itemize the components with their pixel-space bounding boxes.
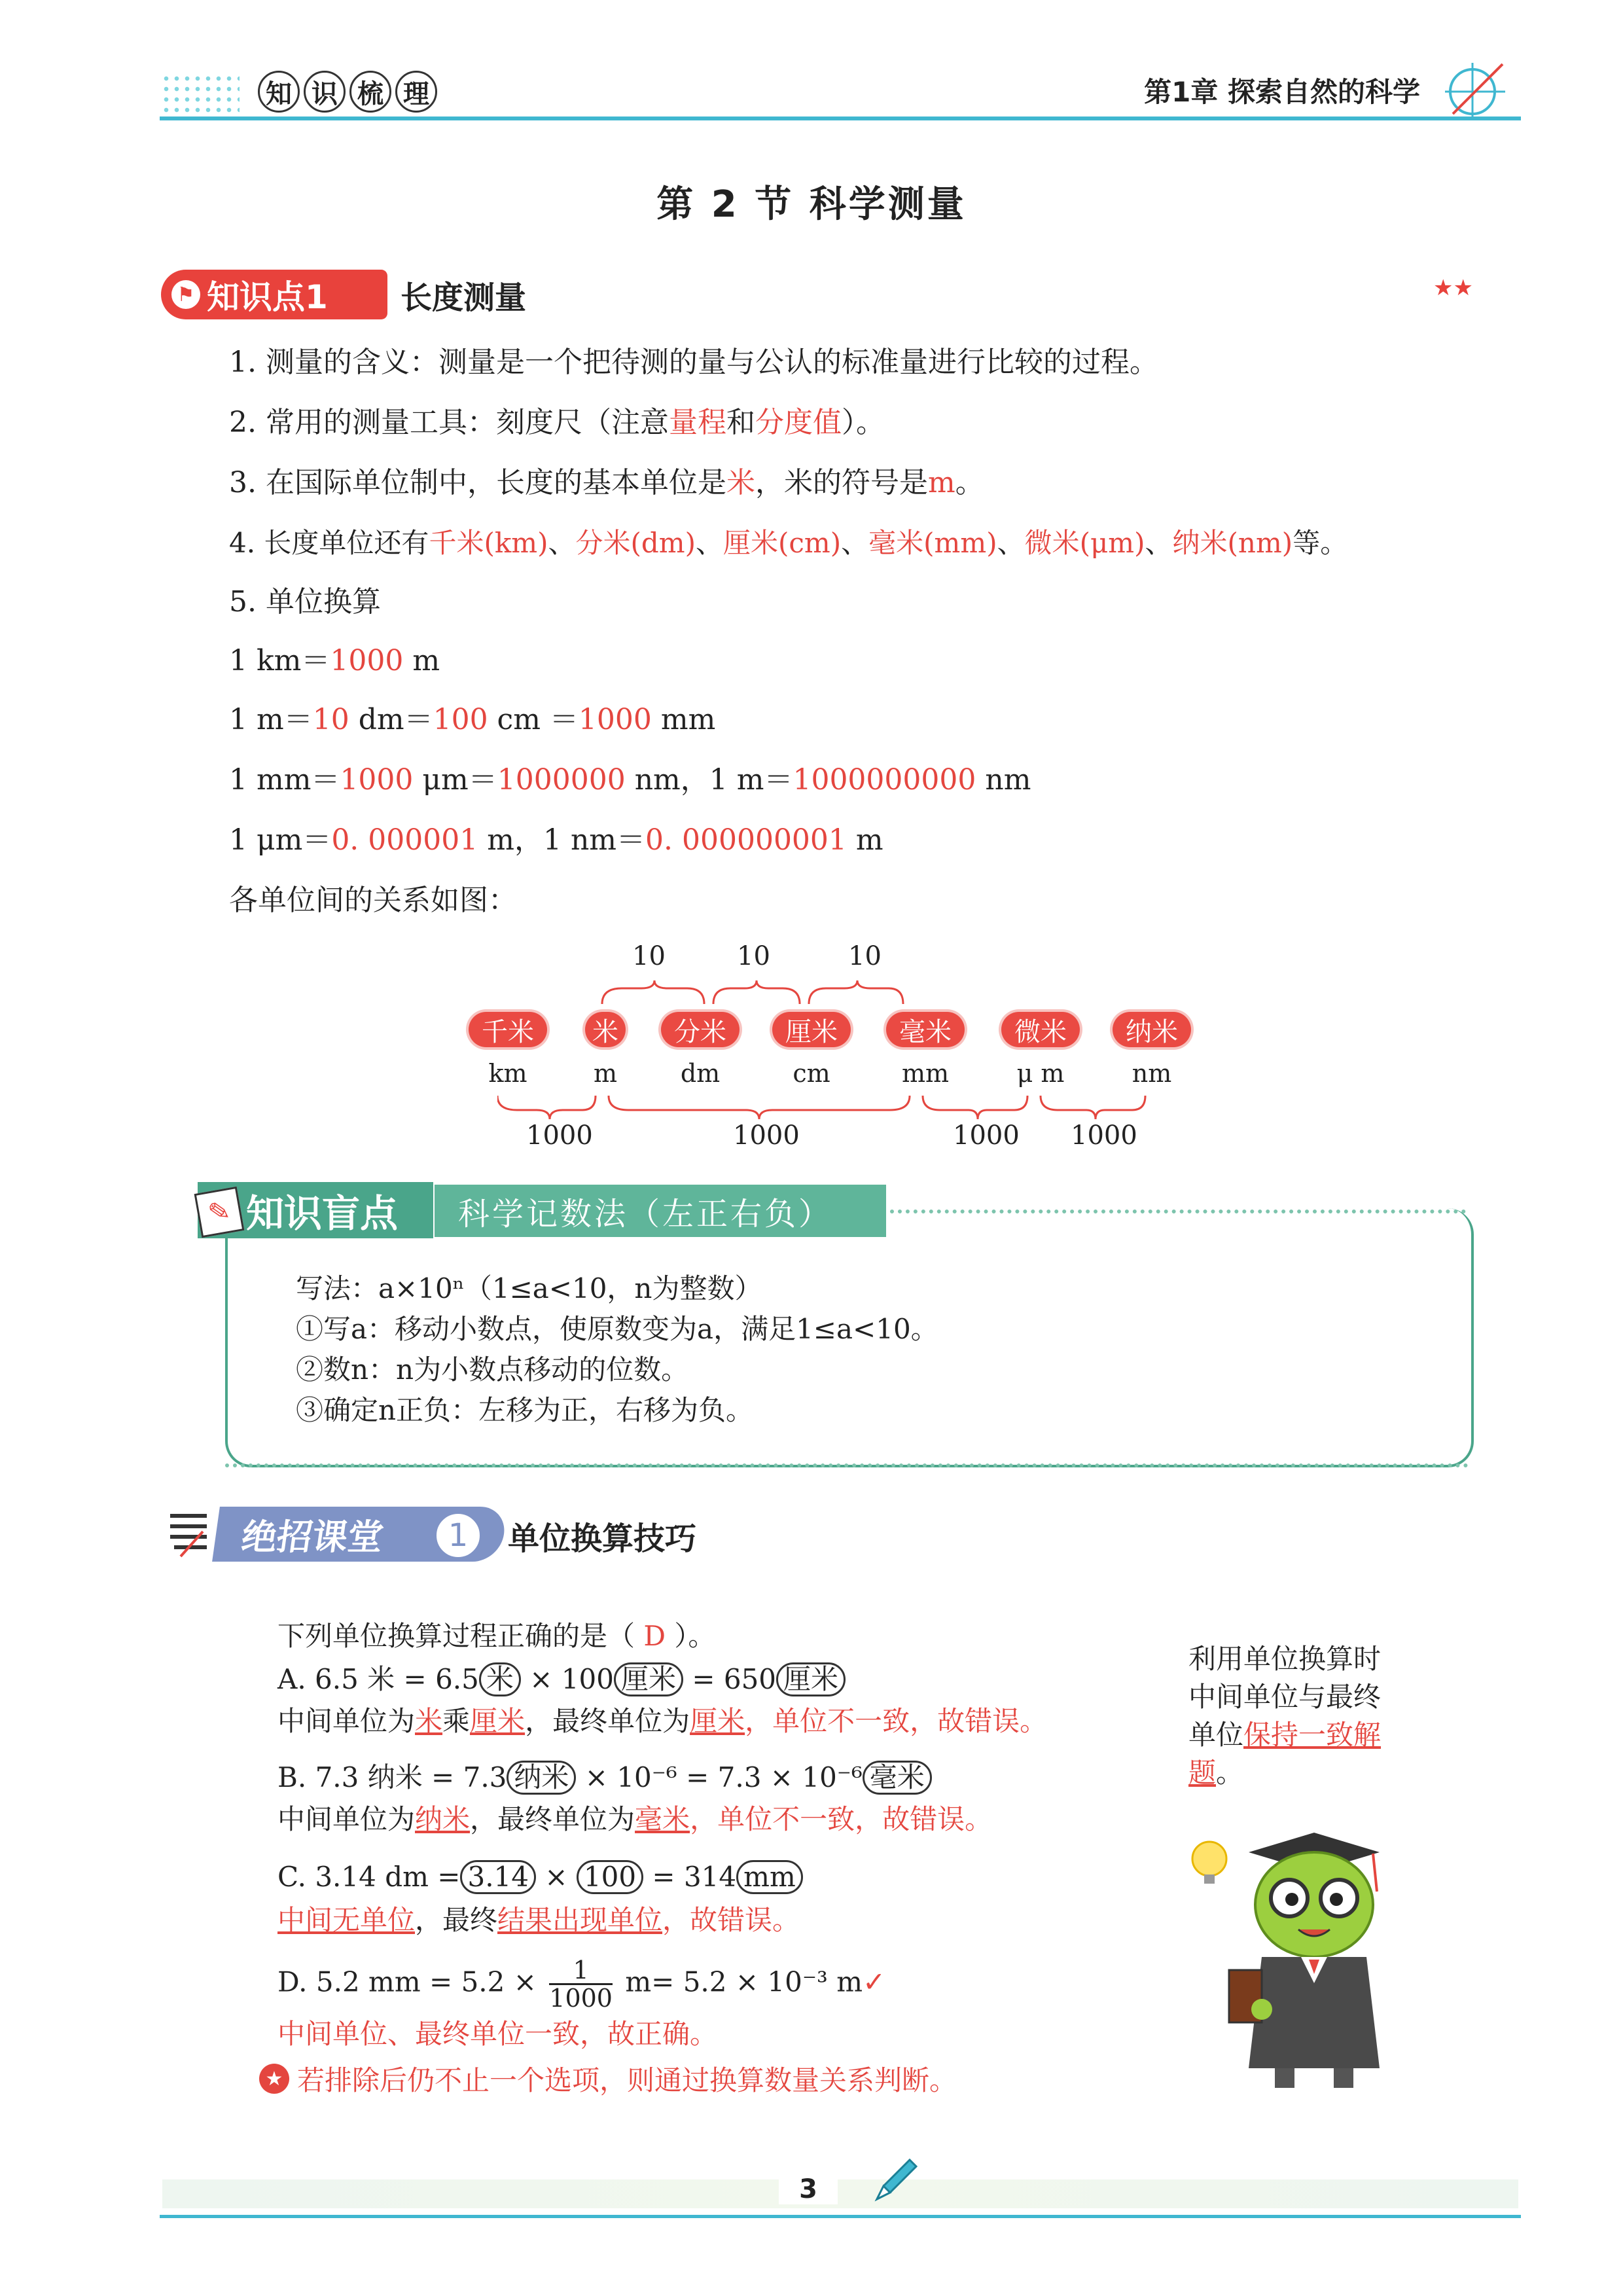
option-c: C. 3.14 dm = 3.14 × 100 = 314 mm [277,1857,803,1897]
ratio-label: 1000 [526,1121,593,1151]
unit-chip: 微米 [1001,1012,1080,1047]
header-char: 识 [304,71,346,113]
footer-band [162,2179,1518,2208]
dotted-divider [890,1210,1466,1213]
unit-symbol: dm [680,1059,721,1088]
option-a: A. 6.5 米 = 6.5 米 × 100 厘米 = 650 厘米 [277,1660,846,1699]
text-line: ①写a：移动小数点，使原数变为a，满足1≤a<10。 [296,1313,938,1345]
dotted-divider [225,1463,1469,1467]
text-line: 写法：a×10ⁿ（1≤a<10，n为整数） [296,1272,762,1304]
unit-chip: 纳米 [1113,1012,1191,1047]
footer-rule [160,2215,1521,2218]
trick-title: 单位换算技巧 [508,1520,697,1557]
header-char: 理 [395,71,437,113]
pen-icon [870,2153,923,2206]
unit-symbol: cm [793,1059,830,1088]
answer: D [635,1620,675,1652]
unit-symbol: μ m [1016,1059,1065,1088]
header-rule [160,117,1521,120]
star-icon: ★ [259,2064,289,2094]
knowledge-point-title: 长度测量 [401,279,527,316]
text-line: 5. 单位换算 [229,585,381,619]
section-title: 第 2 节 科学测量 [656,183,967,226]
flag-icon: ⚑ [171,280,200,309]
compass-icon [1440,56,1512,122]
unit-chip: 厘米 [772,1012,851,1047]
ratio-label: 1000 [1071,1121,1137,1151]
unit-symbol: m [593,1059,618,1088]
header-char: 梳 [349,71,391,113]
text-line: 3. 在国际单位制中，长度的基本单位是米，米的符号是m。 [229,466,984,499]
text-line: 1. 测量的含义：测量是一个把待测的量与公认的标准量进行比较的过程。 [229,346,1158,379]
text-line: ③确定n正负：左移为正，右移为负。 [296,1394,754,1426]
option-b: B. 7.3 纳米 = 7.3 纳米 × 10⁻⁶ = 7.3 × 10⁻⁶ 毫米 [277,1758,932,1797]
badge-label: 知识点1 [207,278,328,316]
unit-chip: 分米 [661,1012,740,1047]
chapter-title: 第1章 探索自然的科学 [1144,76,1420,108]
text-line: ②数n：n为小数点移动的位数。 [296,1354,689,1386]
unit-symbol: km [488,1059,527,1088]
text-line: 4. 长度单位还有千米(km)、分米(dm)、厘米(cm)、毫米(mm)、微米(μm)、纳米(nm)等。 [229,527,1348,559]
option-d: D. 5.2 mm = 5.2 × $\frac{1}{1000}$ m= 5.2 × 10⁻³ m✓ [277,1956,886,2013]
bottom-braces [497,1093,1191,1122]
page-number: 3 [779,2174,838,2204]
ratio-label: 1000 [733,1121,800,1151]
unit-symbol: nm [1132,1059,1172,1088]
ratio-label: 10 [737,941,770,971]
unit-chip: 千米 [469,1012,547,1047]
check-icon: ✓ [863,1965,886,1998]
header-char: 知 [258,71,300,113]
unit-chip: 米 [585,1012,626,1047]
trick-badge: 绝招课堂 [212,1507,508,1562]
knowledge-point-badge [161,270,387,319]
notes-icon [168,1505,213,1558]
unit-symbol: mm [901,1059,950,1088]
blind-spot-title: 科学记数法（左正右负） [435,1185,886,1237]
option-b-explanation: 中间单位为纳米，最终单位为毫米，单位不一致，故错误。 [277,1803,993,1835]
header-dots [161,73,240,114]
unit-chip: 毫米 [886,1012,965,1047]
option-c-explanation: 中间无单位，最终结果出现单位，故错误。 [277,1904,800,1936]
conversion-line: 1 μm＝0. 000001 m，1 nm＝0. 000000001 m [229,823,883,857]
notepad-icon: ✎ [194,1187,245,1238]
trick-number: 1 [435,1512,482,1559]
tip-line: ★ 若排除后仍不止一个选项，则通过换算数量关系判断。 [259,2059,957,2098]
option-a-explanation: 中间单位为米乘厘米，最终单位为厘米，单位不一致，故错误。 [277,1705,1048,1737]
conversion-line: 1 km＝1000 m [229,644,440,677]
blind-spot-badge: 知识盲点 [198,1182,433,1238]
ratio-label: 10 [848,941,882,971]
side-note: 利用单位换算时中间单位与最终单位保持一致解题。 [1188,1643,1382,1789]
conversion-line: 1 m＝10 dm＝100 cm ＝1000 mm [229,703,716,736]
mascot-illustration [1183,1820,1419,2094]
question-stem: 下列单位换算过程正确的是（ D ）。 [277,1620,716,1652]
option-d-explanation: 中间单位、最终单位一致，故正确。 [277,2018,718,2050]
ratio-label: 1000 [953,1121,1020,1151]
conversion-line: 1 mm＝1000 μm＝1000000 nm，1 m＝1000000000 nm [229,763,1031,797]
top-braces [576,978,916,1008]
ratio-label: 10 [632,941,666,971]
text-line: 各单位间的关系如图： [229,884,517,917]
text-line: 2. 常用的测量工具：刻度尺（注意量程和分度值）。 [229,406,885,439]
difficulty-stars: ★★ [1433,275,1473,301]
